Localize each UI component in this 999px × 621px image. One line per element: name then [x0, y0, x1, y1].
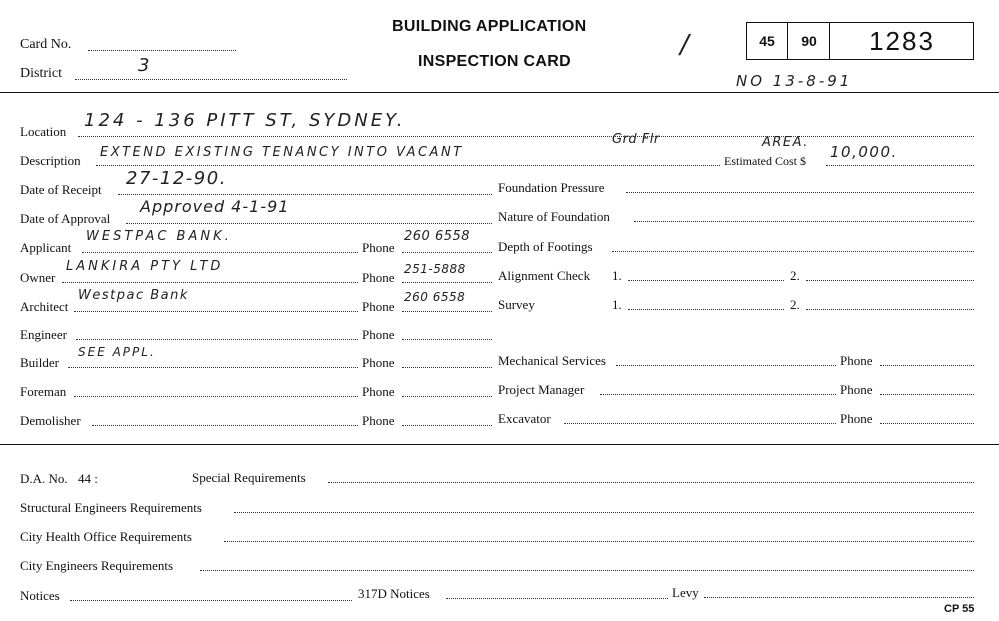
district-line[interactable]	[75, 79, 347, 80]
description-area-note: AREA.	[762, 135, 809, 150]
engineer-label: Engineer	[20, 327, 67, 342]
excavator-phone-field[interactable]	[880, 423, 974, 424]
applicant-label: Applicant	[20, 240, 72, 255]
foreman-field[interactable]	[74, 396, 358, 397]
location-field[interactable]	[78, 136, 974, 137]
nature-of-foundation-field[interactable]	[634, 221, 974, 222]
project-manager-phone-label: Phone	[840, 382, 873, 397]
excavator-label: Excavator	[498, 411, 551, 426]
foreman-label: Foreman	[20, 384, 67, 399]
notices-317d-label: 317D Notices	[358, 586, 430, 601]
form-code: CP 55	[944, 603, 975, 615]
applicant-phone-field[interactable]	[402, 252, 492, 253]
date-of-approval-field[interactable]	[126, 223, 492, 224]
ref-cell-number: 1283	[869, 26, 935, 56]
city-health-office-requirements-field[interactable]	[224, 541, 974, 542]
builder-phone-field[interactable]	[402, 367, 492, 368]
header-divider	[0, 92, 999, 93]
engineer-phone-label: Phone	[362, 327, 395, 342]
alignment-check-label: Alignment Check	[498, 268, 591, 283]
demolisher-phone-label: Phone	[362, 413, 395, 428]
owner-phone-value: 251-5888	[404, 262, 466, 276]
builder-label: Builder	[20, 355, 59, 370]
card-title-line1: BUILDING APPLICATION	[392, 18, 587, 35]
excavator-field[interactable]	[564, 423, 836, 424]
main-divider	[0, 444, 999, 445]
reference-box	[746, 22, 974, 60]
slash-mark: /	[680, 30, 691, 60]
builder-value: SEE APPL.	[78, 345, 156, 359]
demolisher-phone-field[interactable]	[402, 425, 492, 426]
demolisher-field[interactable]	[92, 425, 358, 426]
mechanical-services-field[interactable]	[616, 365, 836, 366]
handwritten-reference: NO 13-8-91	[736, 72, 853, 90]
applicant-field[interactable]	[82, 252, 358, 253]
architect-label: Architect	[20, 299, 69, 314]
location-value: 124 - 136 PITT ST, SYDNEY.	[84, 110, 406, 131]
card-no-line[interactable]	[88, 50, 236, 51]
levy-field[interactable]	[704, 597, 974, 598]
special-requirements-field[interactable]	[328, 482, 974, 483]
architect-field[interactable]	[74, 311, 358, 312]
foundation-pressure-field[interactable]	[626, 192, 974, 193]
description-field[interactable]	[96, 165, 720, 166]
notices-317d-field[interactable]	[446, 598, 668, 599]
architect-phone-label: Phone	[362, 299, 395, 314]
nature-of-foundation-label: Nature of Foundation	[498, 209, 610, 224]
ref-cell-1: 45	[759, 33, 775, 49]
mechanical-services-label: Mechanical Services	[498, 353, 606, 368]
owner-phone-label: Phone	[362, 270, 395, 285]
date-of-receipt-label: Date of Receipt	[20, 182, 102, 197]
architect-phone-field[interactable]	[402, 311, 492, 312]
mechanical-services-phone-label: Phone	[840, 353, 873, 368]
owner-value: LANKIRA PTY LTD	[66, 259, 224, 274]
excavator-phone-label: Phone	[840, 411, 873, 426]
description-label: Description	[20, 153, 81, 168]
date-of-approval-value: Approved 4-1-91	[140, 197, 290, 216]
city-health-office-requirements-label: City Health Office Requirements	[20, 529, 192, 544]
alignment-item-2-label: 2.	[790, 268, 800, 283]
location-label: Location	[20, 124, 67, 139]
city-engineers-requirements-label: City Engineers Requirements	[20, 558, 174, 573]
foreman-phone-field[interactable]	[402, 396, 492, 397]
demolisher-label: Demolisher	[20, 413, 81, 428]
architect-phone-value: 260 6558	[404, 290, 466, 304]
project-manager-field[interactable]	[600, 394, 836, 395]
survey-item-1-label: 1.	[612, 297, 622, 312]
date-of-approval-label: Date of Approval	[20, 211, 111, 226]
date-of-receipt-field[interactable]	[118, 194, 492, 195]
applicant-phone-label: Phone	[362, 240, 395, 255]
foundation-pressure-label: Foundation Pressure	[498, 180, 605, 195]
owner-label: Owner	[20, 270, 56, 285]
owner-phone-field[interactable]	[402, 282, 492, 283]
survey-field-1[interactable]	[628, 309, 784, 310]
engineer-field[interactable]	[76, 339, 358, 340]
alignment-check-field-2[interactable]	[806, 280, 974, 281]
notices-label: Notices	[20, 588, 60, 603]
date-of-receipt-value: 27-12-90.	[126, 168, 227, 189]
da-no-value: 44 :	[78, 471, 98, 486]
notices-field[interactable]	[70, 600, 352, 601]
card-no-label: Card No.	[20, 37, 72, 52]
alignment-item-1-label: 1.	[612, 268, 622, 283]
depth-of-footings-field[interactable]	[612, 251, 974, 252]
da-no-label: D.A. No.	[20, 471, 68, 486]
city-engineers-requirements-field[interactable]	[200, 570, 974, 571]
builder-phone-label: Phone	[362, 355, 395, 370]
foreman-phone-label: Phone	[362, 384, 395, 399]
survey-label: Survey	[498, 297, 535, 312]
description-insert-note: Grd Flr	[612, 132, 660, 147]
survey-field-2[interactable]	[806, 309, 974, 310]
applicant-phone-value: 260 6558	[404, 229, 471, 244]
structural-engineers-requirements-label: Structural Engineers Requirements	[20, 500, 202, 515]
owner-field[interactable]	[62, 282, 358, 283]
estimated-cost-field[interactable]	[826, 165, 974, 166]
levy-label: Levy	[672, 585, 699, 600]
alignment-check-field-1[interactable]	[628, 280, 784, 281]
structural-engineers-requirements-field[interactable]	[234, 512, 974, 513]
builder-field[interactable]	[68, 367, 358, 368]
survey-item-2-label: 2.	[790, 297, 800, 312]
project-manager-phone-field[interactable]	[880, 394, 974, 395]
applicant-value: WESTPAC BANK.	[86, 229, 232, 244]
depth-of-footings-label: Depth of Footings	[498, 239, 593, 254]
estimated-cost-label: Estimated Cost $	[724, 154, 806, 168]
mechanical-services-phone-field[interactable]	[880, 365, 974, 366]
estimated-cost-value: 10,000.	[830, 143, 898, 161]
description-value: EXTEND EXISTING TENANCY INTO VACANT	[100, 145, 464, 160]
ref-cell-2: 90	[801, 33, 817, 49]
card-title-line2: INSPECTION CARD	[418, 53, 571, 70]
engineer-phone-field[interactable]	[402, 339, 492, 340]
special-requirements-label: Special Requirements	[192, 470, 306, 485]
architect-value: Westpac Bank	[78, 288, 189, 303]
district-value: 3	[138, 55, 151, 76]
district-label: District	[20, 66, 62, 81]
project-manager-label: Project Manager	[498, 382, 585, 397]
